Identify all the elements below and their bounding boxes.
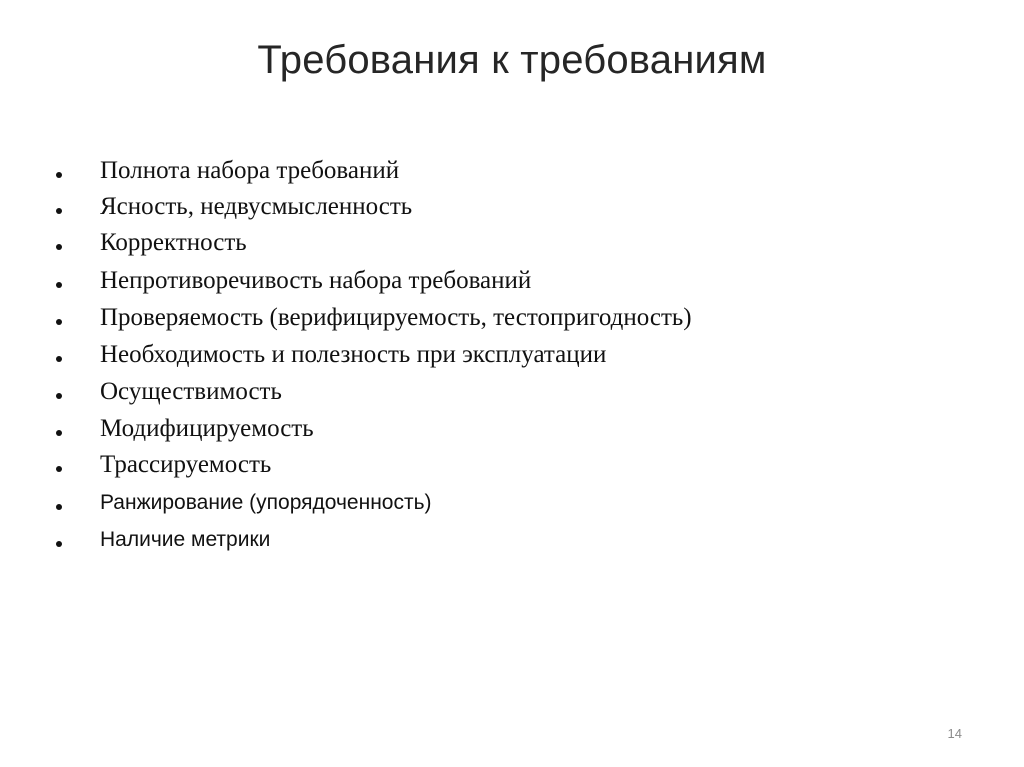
bullet-dot-icon [56, 282, 62, 288]
bullet-text: Полнота набора требований [100, 157, 400, 184]
bullet-item [56, 190, 412, 224]
bullet-dot-icon [56, 356, 62, 362]
bullet-dot-icon [56, 430, 62, 436]
bullet-dot-icon [56, 541, 62, 547]
bullet-text: Корректность [100, 229, 247, 256]
page-number: 14 [947, 726, 962, 741]
bullet-item [56, 448, 271, 482]
bullet-item [56, 264, 531, 298]
bullet-text: Наличие метрики [100, 528, 271, 551]
bullet-dot-icon [56, 504, 62, 510]
bullet-item [56, 154, 399, 188]
bullet-item [56, 523, 270, 557]
bullet-item [56, 226, 247, 260]
bullet-dot-icon [56, 319, 62, 325]
bullet-item [56, 375, 282, 409]
bullet-text: Трассируемость [100, 451, 272, 478]
bullet-dot-icon [56, 208, 62, 214]
bullet-text: Ясность, недвусмысленность [100, 193, 413, 220]
bullet-text: Необходимость и полезность при эксплуатации [100, 341, 607, 368]
bullet-dot-icon [56, 172, 62, 178]
bullet-item [56, 301, 692, 335]
bullet-item [56, 338, 606, 372]
bullet-text: Ранжирование (упорядоченность) [100, 491, 432, 514]
bullet-item [56, 486, 432, 520]
bullet-dot-icon [56, 466, 62, 472]
bullet-text: Проверяемость (верифицируемость, тестопригодность) [100, 304, 692, 331]
bullet-item [56, 412, 314, 446]
bullet-text: Непротиворечивость набора требований [100, 267, 532, 294]
bullet-dot-icon [56, 244, 62, 250]
bullet-dot-icon [56, 393, 62, 399]
bullet-text: Модифицируемость [100, 415, 314, 442]
slide-title: Требования к требованиям [257, 38, 767, 82]
bullet-text: Осуществимость [100, 378, 282, 405]
